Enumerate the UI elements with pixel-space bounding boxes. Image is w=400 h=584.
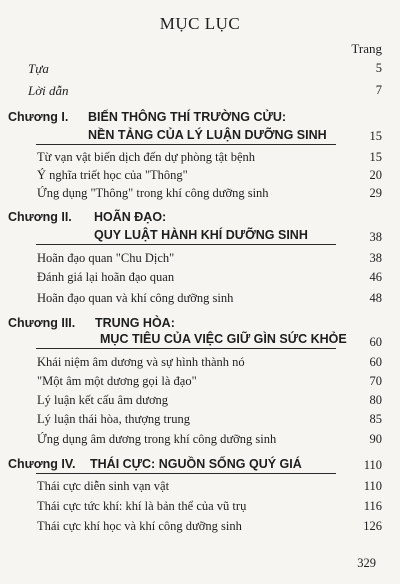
chapter-2-heading bbox=[8, 210, 308, 242]
chapter-3-item-5-page: 90 bbox=[369, 432, 382, 446]
chapter-2-item-3: Hoãn đạo quan và khí công dưỡng sinh bbox=[37, 291, 234, 305]
chapter-4-item-2: Thái cực tức khí: khí là bản thể của vũ trụ bbox=[37, 499, 247, 513]
chapter-1-item-2: Ý nghĩa triết học của "Thông" bbox=[37, 168, 188, 182]
intro-label-foreword: Lời dẫn bbox=[28, 83, 69, 98]
chapter-4-prefix: Chương IV. bbox=[8, 457, 76, 471]
chapter-4-item-3-page: 126 bbox=[363, 519, 382, 533]
chapter-1-item-3: Ứng dụng "Thông" trong khí công dưỡng sinh bbox=[37, 186, 269, 200]
chapter-3-prefix: Chương III. bbox=[8, 316, 76, 330]
chapter-3-rule bbox=[36, 348, 336, 349]
page-title: MỤC LỤC bbox=[159, 14, 241, 33]
page-column-header: Trang bbox=[351, 41, 382, 56]
chapter-1-rule bbox=[36, 144, 336, 145]
chapter-3-item-4: Lý luận thái hòa, thượng trung bbox=[37, 412, 190, 426]
chapter-3-line1: TRUNG HÒA: bbox=[95, 316, 175, 330]
chapter-3-item-5: Ứng dụng âm dương trong khí công dưỡng sinh bbox=[37, 432, 277, 446]
chapter-3-line2: MỤC TIÊU CỦA VIỆC GIỮ GÌN SỨC KHỎE bbox=[100, 332, 347, 346]
chapter-2-prefix: Chương II. bbox=[8, 210, 72, 224]
intro-page-foreword: 7 bbox=[375, 83, 382, 97]
chapter-2-line1: HOÃN ĐẠO: bbox=[94, 210, 167, 224]
chapter-2-item-1-page: 38 bbox=[369, 251, 382, 265]
chapter-2-item-1: Hoãn đạo quan "Chu Dịch" bbox=[37, 251, 175, 265]
chapter-2-rule bbox=[36, 244, 336, 245]
chapter-3-item-1: Khái niệm âm dương và sự hình thành nó bbox=[37, 355, 245, 369]
chapter-4-item-1: Thái cực diễn sinh vạn vật bbox=[37, 479, 170, 493]
chapter-2-page: 38 bbox=[369, 230, 382, 244]
chapter-3-heading bbox=[8, 316, 347, 346]
chapter-4-item-1-page: 110 bbox=[363, 479, 382, 493]
chapter-3-item-2-page: 70 bbox=[369, 374, 382, 388]
chapter-3-item-2: "Một âm một dương gọi là đạo" bbox=[37, 374, 197, 388]
chapter-1-line2: NỀN TẢNG CỦA LÝ LUẬN DƯỠNG SINH bbox=[88, 128, 327, 142]
chapter-2-item-3-page: 48 bbox=[369, 291, 382, 305]
chapter-1-item-1-page: 15 bbox=[369, 150, 382, 164]
chapter-1-line1: BIẾN THÔNG THÍ TRƯỜNG CỬU: bbox=[88, 110, 287, 124]
chapter-4-item-2-page: 116 bbox=[363, 499, 382, 513]
chapter-3-item-4-page: 85 bbox=[369, 412, 382, 426]
chapter-2-line2: QUY LUẬT HÀNH KHÍ DƯỠNG SINH bbox=[94, 228, 308, 242]
chapter-4-item-3: Thái cực khí học và khí công dưỡng sinh bbox=[37, 519, 242, 533]
chapter-3-item-1-page: 60 bbox=[369, 355, 382, 369]
chapter-1-heading bbox=[8, 110, 327, 142]
intro-label-preface: Tựa bbox=[28, 61, 49, 76]
intro-page-preface: 5 bbox=[375, 61, 382, 75]
chapter-1-prefix: Chương I. bbox=[8, 110, 69, 124]
chapter-2-item-2-page: 46 bbox=[369, 270, 382, 284]
chapter-1-item-1: Từ vạn vật biến dịch đến dự phòng tật bệnh bbox=[37, 150, 256, 164]
chapter-3-item-3: Lý luận kết cấu âm dương bbox=[37, 393, 169, 407]
chapter-1-item-2-page: 20 bbox=[369, 168, 382, 182]
page-number: 329 bbox=[357, 556, 376, 570]
chapter-3-page: 60 bbox=[369, 335, 382, 349]
chapter-4-page: 110 bbox=[363, 458, 382, 472]
chapter-3-item-3-page: 80 bbox=[369, 393, 382, 407]
chapter-4-heading bbox=[8, 457, 302, 471]
chapter-4-rule bbox=[36, 473, 336, 474]
chapter-2-item-2: Đánh giá lại hoãn đạo quan bbox=[37, 270, 175, 284]
chapter-4-line1: THÁI CỰC: NGUỒN SỐNG QUÝ GIÁ bbox=[90, 457, 302, 471]
chapter-1-page: 15 bbox=[369, 129, 382, 143]
chapter-1-item-3-page: 29 bbox=[369, 186, 382, 200]
